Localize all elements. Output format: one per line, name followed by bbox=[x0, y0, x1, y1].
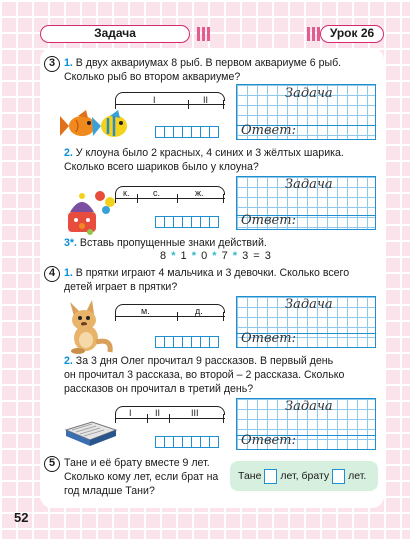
segment-tick bbox=[223, 194, 224, 203]
task5-text: Тане и её брату вместе 9 лет. Сколько кому лет, если брат на год младше Тани? bbox=[64, 457, 219, 497]
segment-label: I bbox=[129, 408, 132, 418]
answer-label-years2: лет. bbox=[348, 470, 367, 482]
grid-answer-word: Ответ: bbox=[241, 331, 296, 346]
missing-sign[interactable]: * bbox=[232, 250, 239, 262]
segment-tick bbox=[177, 312, 178, 321]
segment-tick bbox=[137, 194, 138, 203]
task3-p1-text: 1. В двух аквариумах 8 рыб. В первом аквариуме 6 рыб. Сколько рыб во втором аквариуме? bbox=[64, 57, 342, 83]
page-number: 52 bbox=[14, 510, 29, 525]
task-number-4: 4 bbox=[44, 266, 60, 282]
grid-task-word: Задача bbox=[285, 399, 333, 414]
grid-task-word: Задача bbox=[285, 297, 333, 312]
segment-diagram-fish bbox=[115, 92, 225, 112]
segment-bar bbox=[115, 316, 225, 317]
header-stripes-left bbox=[197, 27, 210, 41]
segment-diagram-stories bbox=[115, 406, 225, 426]
segment-label: I bbox=[153, 95, 156, 105]
solution-grid-4-2[interactable] bbox=[236, 398, 376, 450]
grid-answer-word: Ответ: bbox=[241, 213, 296, 228]
tanya-age-input[interactable] bbox=[264, 469, 277, 484]
task-number-3: 3 bbox=[44, 56, 60, 72]
book-picture bbox=[62, 418, 118, 448]
segment-brace bbox=[115, 186, 225, 195]
answer-label-years1: лет, брату bbox=[280, 470, 330, 482]
segment-tick bbox=[177, 194, 178, 203]
segment-brace bbox=[115, 304, 225, 313]
task3-p2-text: 2. У клоуна было 2 красных, 4 синих и 3 жёлтых шарика. Сколько всего шариков было у клоуна? bbox=[64, 147, 344, 173]
missing-sign[interactable]: * bbox=[171, 250, 177, 262]
missing-sign[interactable]: * bbox=[212, 250, 218, 262]
task4-p2-text: 2. За 3 дня Олег прочитал 9 рассказов. В первый день он прочитал 3 рассказа, во второй – 2 рассказа. Сколько рассказов он прочитал в третий день? bbox=[64, 355, 345, 395]
segment-tick bbox=[223, 100, 224, 109]
segment-label: II bbox=[155, 408, 161, 418]
segment-tick bbox=[147, 414, 148, 423]
segment-tick bbox=[169, 414, 170, 423]
segment-tick bbox=[223, 414, 224, 423]
answer-boxes-3-1[interactable] bbox=[156, 126, 219, 138]
segment-tick bbox=[115, 414, 116, 423]
segment-label: II bbox=[203, 95, 209, 105]
segment-tick bbox=[115, 194, 116, 203]
segment-label: с. bbox=[153, 188, 161, 198]
task5-answer-panel bbox=[230, 461, 378, 491]
segment-bar bbox=[115, 198, 225, 199]
segment-tick bbox=[223, 312, 224, 321]
lesson-title: Урок 26 bbox=[329, 26, 375, 40]
task-number-5: 5 bbox=[44, 456, 60, 472]
answer-boxes-4-2[interactable] bbox=[156, 436, 219, 448]
topic-header bbox=[40, 25, 190, 43]
answer-label-tanya: Тане bbox=[238, 470, 262, 482]
fish-picture bbox=[60, 108, 136, 142]
segment-bar bbox=[115, 104, 225, 105]
kangaroo-picture bbox=[62, 298, 114, 354]
segment-label: III bbox=[191, 408, 199, 418]
segment-label: м. bbox=[141, 306, 150, 316]
segment-tick bbox=[115, 312, 116, 321]
header-stripes-right bbox=[307, 27, 320, 41]
grid-answer-word: Ответ: bbox=[241, 123, 296, 138]
formula[interactable]: 8 * 1 * 0 * 7 * 3 = 3 bbox=[160, 250, 272, 262]
clown-balls-picture bbox=[60, 188, 118, 236]
answer-boxes-3-2[interactable] bbox=[156, 216, 219, 228]
grid-task-word: Задача bbox=[285, 86, 333, 101]
segment-brace bbox=[115, 92, 225, 101]
segment-tick bbox=[188, 100, 189, 109]
task4-p1-text: 1. В прятки играют 4 мальчика и 3 девочки. Сколько всего детей играет в прятки? bbox=[64, 267, 350, 293]
brother-age-input[interactable] bbox=[332, 469, 345, 484]
segment-label: к. bbox=[123, 188, 130, 198]
segment-label: д. bbox=[195, 306, 203, 316]
lesson-header bbox=[320, 25, 384, 43]
missing-sign[interactable]: * bbox=[191, 250, 197, 262]
solution-grid-4-1[interactable] bbox=[236, 296, 376, 348]
segment-tick bbox=[115, 100, 116, 109]
solution-grid-3-1[interactable] bbox=[236, 84, 376, 140]
segment-diagram-children bbox=[115, 304, 225, 324]
answer-boxes-4-1[interactable] bbox=[156, 336, 219, 348]
segment-label: ж. bbox=[195, 188, 204, 198]
solution-grid-3-2[interactable] bbox=[236, 176, 376, 230]
segment-diagram-balls bbox=[115, 186, 225, 206]
segment-bar bbox=[115, 418, 225, 419]
task3-p3-text: 3*. Вставь пропущенные знаки действий. bbox=[64, 237, 267, 249]
grid-task-word: Задача bbox=[285, 177, 333, 192]
topic-title: Задача bbox=[94, 26, 136, 40]
grid-answer-word: Ответ: bbox=[241, 433, 296, 448]
